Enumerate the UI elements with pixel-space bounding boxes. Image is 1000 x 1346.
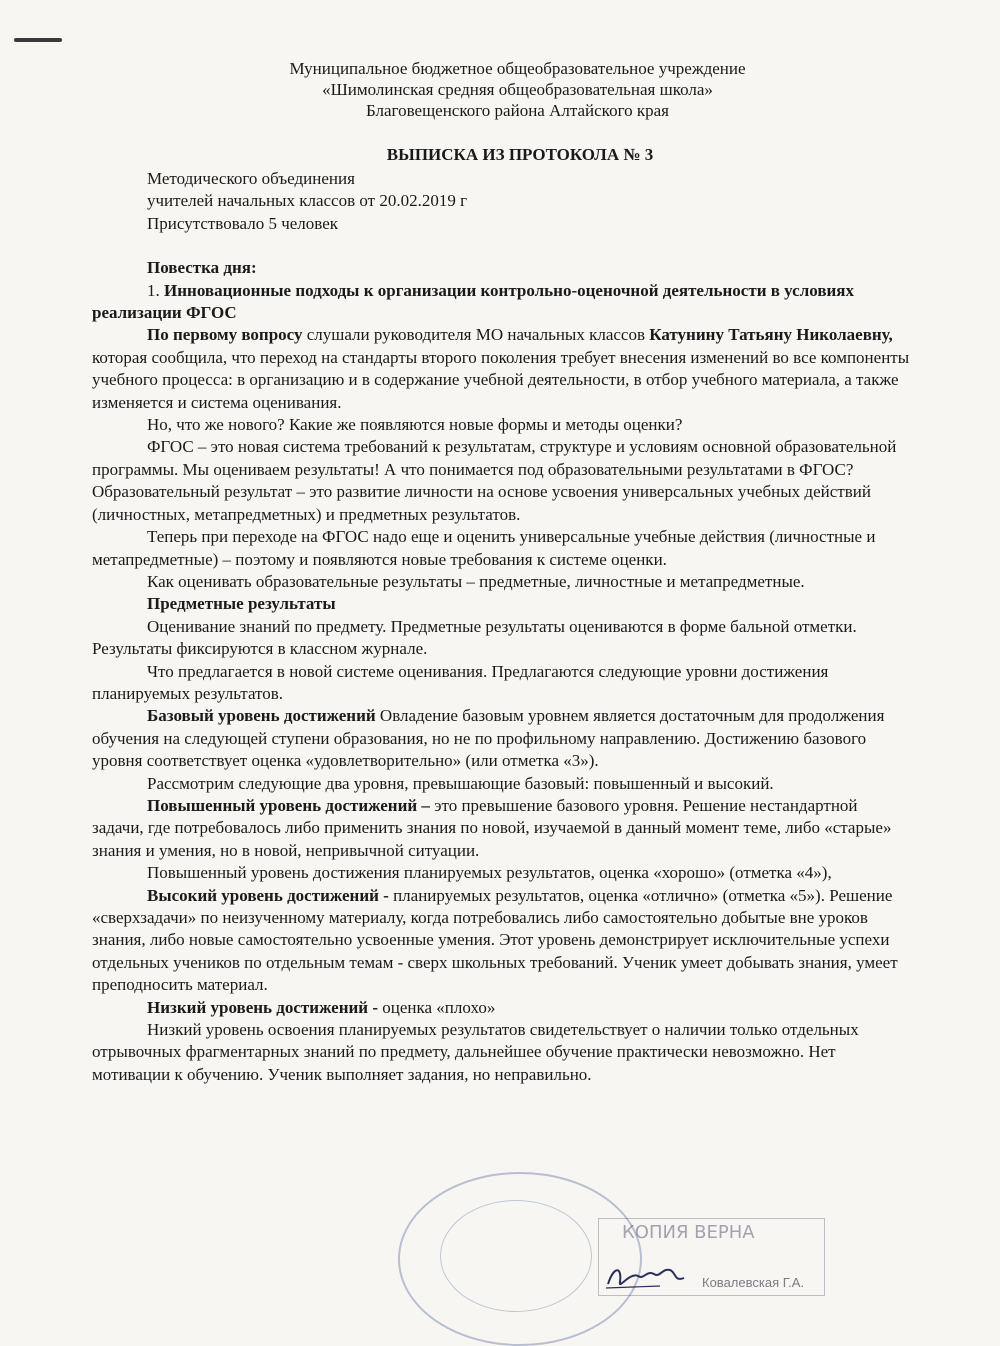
paragraph-basic-level: Базовый уровень достижений Овладение базовым уровнем является достаточным для продолжения обучения на следующей ступени образования, но не по профильному направлению. Достижению базового уровня соответствует оценка «удовлетворительно» (или отметка «3»). (92, 706, 885, 771)
school-seal-inner-ring (440, 1200, 592, 1312)
paragraph-question: Но, что же нового? Какие же появляются новые формы и методы оценки? (147, 415, 683, 435)
header-line-2: «Шимолинская средняя общеобразовательная школа» (322, 80, 713, 99)
agenda-label: Повестка дня: (147, 258, 257, 278)
header-line-1: Муниципальное бюджетное общеобразовательное учреждение (289, 59, 746, 78)
agenda-item: 1. Инновационные подходы к организации контрольно-оценочной деятельности в условиях реализации ФГОС (92, 280, 854, 323)
paragraph-low-level-heading: Низкий уровень достижений - оценка «плохо» (147, 997, 496, 1017)
school-header (0, 58, 1000, 121)
paragraph-subject-evaluation: Оценивание знаний по предмету. Предметные результаты оцениваются в форме бальной отметки. Результаты фиксируются в классном журнале. (92, 616, 857, 659)
paragraph-transition: Теперь при переходе на ФГОС надо еще и оценить универсальные учебные действия (личностные и метапредметные) – поэтому и появляются новые требования к системе оценки. (92, 527, 876, 569)
paragraph-how-to-evaluate: Как оценивать образовательные результаты – предметные, личностные и метапредметные. (147, 571, 805, 591)
meta-line-1: Методического объединения (147, 169, 355, 188)
paragraph-first-question: По первому вопросу слушали руководителя МО начальных классов Катунину Татьяну Николаевну, которая сообщила, что переход на стандарты второго поколения требует внесения изменений во все компоненты учебного процесса: в организацию и в содержание учебной деятельности, в отбор учебного материала, а также изменяется и система оценивания. (92, 325, 910, 412)
subject-results-heading: Предметные результаты (147, 594, 336, 614)
paragraph-advanced-level: Повышенный уровень достижений – это превышение базового уровня. Решение нестандартной задачи, где потребовалось либо применить знания по новой, изучаемой в данный момент теме, либо «старые» знания и умения, но в новой, непривычной ситуации. (92, 795, 892, 860)
handwritten-signature (600, 1260, 690, 1294)
document-title (0, 145, 1000, 165)
document-body (92, 168, 912, 1086)
meta-line-3: Присутствовало 5 человек (147, 213, 339, 233)
agenda-item-text: Инновационные подходы к организации контрольно-оценочной деятельности в условиях реализации ФГОС (92, 280, 854, 323)
signer-name: Ковалевская Г.А. (702, 1275, 805, 1290)
stamp-text: КОПИЯ ВЕРНА (622, 1222, 755, 1243)
paragraph-two-levels: Рассмотрим следующие два уровня, превышающие базовый: повышенный и высокий. (147, 773, 774, 793)
paragraph-low-level: Низкий уровень освоения планируемых результатов свидетельствует о наличии только отдельных отрывочных фрагментарных знаний по предмету, дальнейшее обучение практически невозможно. Нет мотивации к обучению. Ученик выполняет задания, но неправильно. (92, 1020, 859, 1084)
paragraph-high-level: Высокий уровень достижений - планируемых результатов, оценка «отлично» (отметка «5»). Решение «сверхзадачи» по неизученному материалу, когда потребовались либо самостоятельно добытые вне уроков знания, либо новые самостоятельно усвоенные умения. Этот уровень демонстрирует исключительные успехи отдельных учеников по отдельным темам - сверх школьных требований. Ученик умеет добывать знания, умеет преподносить материал. (92, 885, 898, 995)
paragraph-fgos: ФГОС – это новая система требований к результатам, структуре и условиям основной образовательной программы. Мы оцениваем результаты! А что понимается под образовательными результатами в ФГОС? Образовательный результат – это развитие личности на основе усвоения универсальных учебных действий (личностных, метапредметных) и предметных результатов. (92, 437, 897, 524)
header-line-3: Благовещенского района Алтайского края (365, 101, 669, 120)
corner-mark (14, 38, 62, 42)
document-title-text: ВЫПИСКА ИЗ ПРОТОКОЛА № 3 (386, 145, 654, 164)
paragraph-advanced-grade: Повышенный уровень достижения планируемых результатов, оценка «хорошо» (отметка «4»), (147, 863, 832, 883)
meta-line-2: учителей начальных классов от 20.02.2019 г (147, 191, 468, 211)
speaker-name: Катунину Татьяну Николаевну, (649, 325, 893, 345)
paragraph-new-system: Что предлагается в новой системе оценивания. Предлагаются следующие уровни достижения планируемых результатов. (92, 661, 829, 703)
